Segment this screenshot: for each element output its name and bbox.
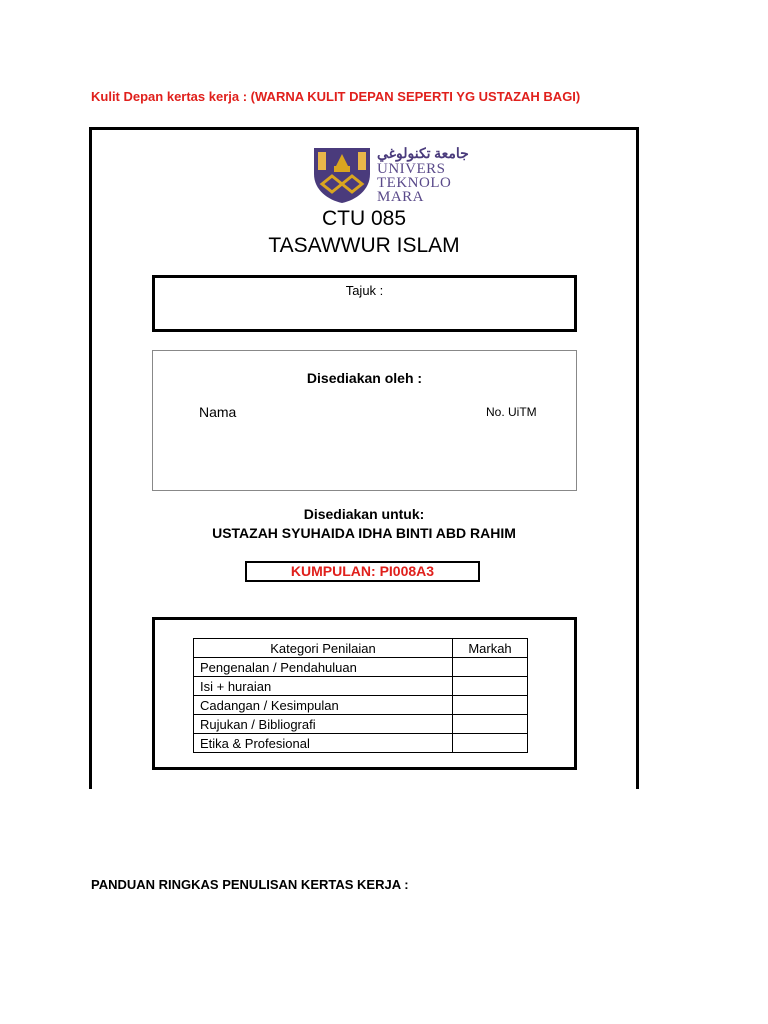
category-cell: Pengenalan / Pendahuluan [194,658,453,677]
marks-cell [453,696,528,715]
category-cell: Cadangan / Kesimpulan [194,696,453,715]
title-label: Tajuk : [345,283,384,298]
assessment-box [152,617,577,770]
university-logo [312,146,469,206]
course-name: TASAWWUR ISLAM [268,234,460,257]
table-row [194,696,528,715]
prepared-by-label: Disediakan oleh : [306,370,423,386]
prepared-for-label: Disediakan untuk: [303,506,425,522]
table-row [194,734,528,753]
marks-cell [453,677,528,696]
prepared-by-box [152,350,577,491]
table-row [194,658,528,677]
marks-cell [453,658,528,677]
category-cell: Isi + huraian [194,677,453,696]
table-row [194,715,528,734]
logo-line-1: UNIVERS [377,161,446,177]
jawi-script-icon: ﺟﺎﻣﻌﺔ ﺗﻜﻨﻮﻟﻮﻏﻲ [377,147,469,162]
university-name-text [377,147,469,205]
guide-heading: PANDUAN RINGKAS PENULISAN KERTAS KERJA : [91,877,409,892]
marks-cell [453,734,528,753]
category-cell: Rujukan / Bibliografi [194,715,453,734]
uitm-number-label: No. UiTM [486,405,537,419]
instruction-note: Kulit Depan kertas kerja : (WARNA KULIT DEPAN SEPERTI YG USTAZAH BAGI) [91,89,581,104]
category-cell: Etika & Profesional [194,734,453,753]
assessment-table [193,638,528,753]
group-badge: KUMPULAN: PI008A3 [245,561,480,582]
marks-cell [453,715,528,734]
title-box [152,275,577,332]
course-code: CTU 085 [321,207,407,230]
table-row [194,677,528,696]
table-header-row [194,639,528,658]
name-label: Nama [199,404,237,420]
uitm-crest-icon [312,146,374,204]
lecturer-name: USTAZAH SYUHAIDA IDHA BINTI ABD RAHIM [212,525,516,541]
marks-header: Markah [453,639,528,658]
logo-line-3: MARA [377,189,425,205]
category-header: Kategori Penilaian [194,639,453,658]
logo-line-2: TEKNOLO [377,175,452,191]
